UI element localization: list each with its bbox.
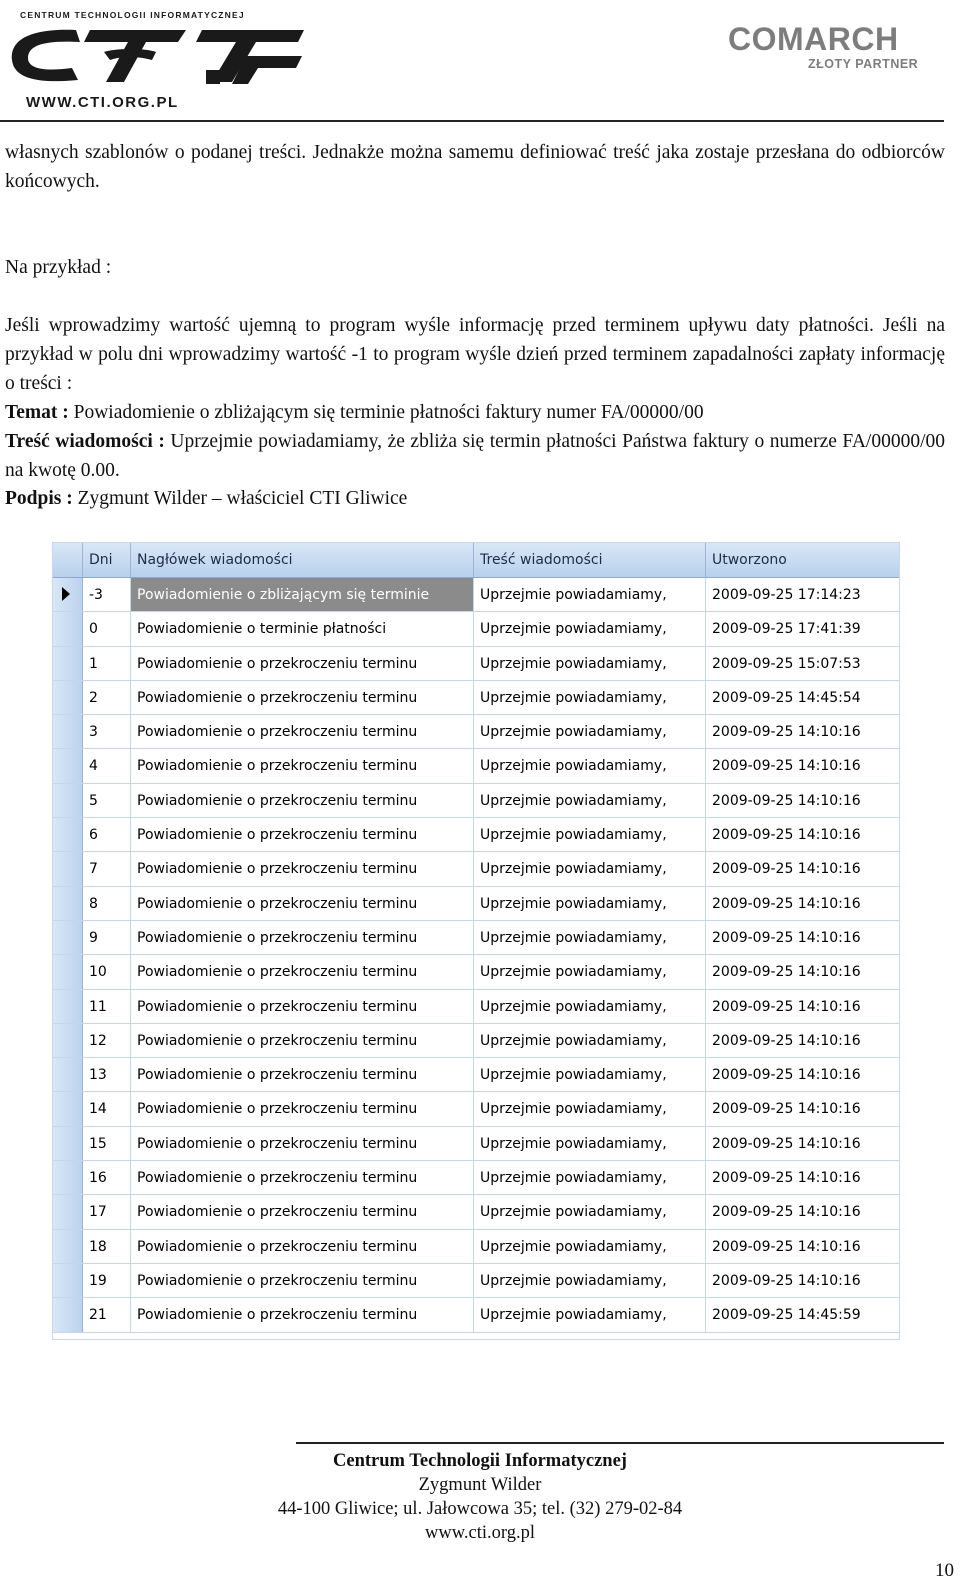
cell-tresc[interactable]: Uprzejmie powiadamiamy, bbox=[474, 1161, 706, 1194]
cell-naglowek[interactable]: Powiadomienie o przekroczeniu terminu bbox=[131, 749, 474, 782]
table-row[interactable] bbox=[53, 749, 899, 783]
table-row[interactable] bbox=[53, 612, 899, 646]
cell-tresc[interactable]: Uprzejmie powiadamiamy, bbox=[474, 1264, 706, 1297]
cell-naglowek[interactable]: Powiadomienie o przekroczeniu terminu bbox=[131, 681, 474, 714]
cti-logo-caption: CENTRUM TECHNOLOGII INFORMATYCZNEJ bbox=[20, 10, 245, 20]
cell-tresc[interactable]: Uprzejmie powiadamiamy, bbox=[474, 818, 706, 851]
table-row[interactable] bbox=[53, 1127, 899, 1161]
cell-utworzono[interactable]: 2009-09-25 14:10:16 bbox=[712, 758, 861, 775]
cell-dni[interactable]: 13 bbox=[83, 1058, 131, 1091]
row-selector[interactable] bbox=[53, 887, 83, 920]
table-row[interactable] bbox=[53, 578, 899, 612]
table-row[interactable] bbox=[53, 818, 899, 852]
cell-naglowek[interactable]: Powiadomienie o przekroczeniu terminu bbox=[131, 1195, 474, 1228]
row-selector[interactable] bbox=[53, 1195, 83, 1228]
row-selector[interactable] bbox=[53, 749, 83, 782]
temat-line bbox=[5, 398, 945, 427]
cell-naglowek[interactable]: Powiadomienie o zbliżającym się terminie bbox=[131, 578, 474, 611]
cell-dni[interactable]: 12 bbox=[83, 1024, 131, 1057]
footer-divider bbox=[296, 1442, 944, 1444]
cell-tresc[interactable]: Uprzejmie powiadamiamy, bbox=[474, 852, 706, 885]
table-row[interactable] bbox=[53, 715, 899, 749]
podpis-value: Zygmunt Wilder – właściciel CTI Gliwice bbox=[72, 488, 408, 509]
cell-tresc[interactable]: Uprzejmie powiadamiamy, bbox=[474, 1230, 706, 1263]
cell-tresc[interactable]: Uprzejmie powiadamiamy, bbox=[474, 1195, 706, 1228]
page-footer bbox=[230, 1449, 730, 1545]
cell-utworzono[interactable]: 2009-09-25 14:10:16 bbox=[712, 1238, 861, 1255]
table-row[interactable] bbox=[53, 955, 899, 989]
cell-utworzono[interactable]: 2009-09-25 14:45:59 bbox=[712, 1307, 861, 1324]
cell-tresc[interactable]: Uprzejmie powiadamiamy, bbox=[474, 1058, 706, 1091]
cell-dni[interactable]: 11 bbox=[83, 990, 131, 1023]
cell-utworzono[interactable]: 2009-09-25 14:10:16 bbox=[712, 861, 861, 878]
footer-person: Zygmunt Wilder bbox=[418, 1475, 542, 1495]
cell-tresc[interactable]: Uprzejmie powiadamiamy, bbox=[474, 1092, 706, 1125]
cell-dni[interactable]: 17 bbox=[83, 1195, 131, 1228]
cell-naglowek[interactable]: Powiadomienie o przekroczeniu terminu bbox=[131, 1127, 474, 1160]
row-selector[interactable] bbox=[53, 784, 83, 817]
row-selector[interactable] bbox=[53, 578, 83, 611]
column-header-tresc[interactable]: Treść wiadomości bbox=[474, 543, 706, 577]
cell-dni[interactable]: 9 bbox=[83, 921, 131, 954]
cell-tresc[interactable]: Uprzejmie powiadamiamy, bbox=[474, 681, 706, 714]
cell-naglowek[interactable]: Powiadomienie o przekroczeniu terminu bbox=[131, 818, 474, 851]
cell-dni[interactable]: 15 bbox=[83, 1127, 131, 1160]
cell-tresc[interactable]: Uprzejmie powiadamiamy, bbox=[474, 1024, 706, 1057]
header-divider bbox=[0, 120, 944, 122]
column-header-naglowek[interactable]: Nagłówek wiadomości bbox=[131, 543, 474, 577]
table-row[interactable] bbox=[53, 1264, 899, 1298]
table-row[interactable] bbox=[53, 784, 899, 818]
cell-utworzono[interactable]: 2009-09-25 14:10:16 bbox=[712, 1101, 861, 1118]
cell-naglowek[interactable]: Powiadomienie o przekroczeniu terminu bbox=[131, 852, 474, 885]
cell-naglowek[interactable]: Powiadomienie o przekroczeniu terminu bbox=[131, 1161, 474, 1194]
cell-dni[interactable]: -3 bbox=[83, 578, 131, 611]
row-selector[interactable] bbox=[53, 1298, 83, 1331]
cell-dni[interactable]: 2 bbox=[83, 681, 131, 714]
tresc-value: Uprzejmie powiadamiamy, że zbliża się termin płatności Państwa faktury o numerze FA/00000/00 na kwotę 0.00. bbox=[5, 431, 945, 481]
table-row[interactable] bbox=[53, 1092, 899, 1126]
cti-logo-mark bbox=[6, 22, 306, 94]
cell-naglowek[interactable]: Powiadomienie o przekroczeniu terminu bbox=[131, 647, 474, 680]
grid-header bbox=[53, 543, 899, 578]
grid-body bbox=[53, 578, 899, 1333]
cell-utworzono[interactable]: 2009-09-25 14:10:16 bbox=[712, 1170, 861, 1187]
cell-naglowek[interactable]: Powiadomienie o przekroczeniu terminu bbox=[131, 784, 474, 817]
row-selector[interactable] bbox=[53, 852, 83, 885]
cell-dni[interactable]: 14 bbox=[83, 1092, 131, 1125]
cell-dni[interactable]: 6 bbox=[83, 818, 131, 851]
row-selector[interactable] bbox=[53, 1058, 83, 1091]
row-selector[interactable] bbox=[53, 990, 83, 1023]
current-row-arrow-icon bbox=[62, 587, 70, 601]
cell-dni[interactable]: 8 bbox=[83, 887, 131, 920]
cell-naglowek[interactable]: Powiadomienie o przekroczeniu terminu bbox=[131, 1058, 474, 1091]
table-row[interactable] bbox=[53, 1058, 899, 1092]
cell-naglowek[interactable]: Powiadomienie o przekroczeniu terminu bbox=[131, 1264, 474, 1297]
cell-tresc[interactable]: Uprzejmie powiadamiamy, bbox=[474, 715, 706, 748]
temat-value: Powiadomienie o zbliżającym się terminie płatności faktury numer FA/00000/00 bbox=[68, 402, 704, 423]
cell-tresc[interactable]: Uprzejmie powiadamiamy, bbox=[474, 612, 706, 645]
cell-utworzono[interactable]: 2009-09-25 14:10:16 bbox=[712, 1272, 861, 1289]
comarch-brand: COMARCH bbox=[728, 21, 899, 57]
cell-utworzono[interactable]: 2009-09-25 14:10:16 bbox=[712, 1067, 861, 1084]
grid-header-selector bbox=[53, 543, 83, 577]
footer-address: 44-100 Gliwice; ul. Jałowcowa 35; tel. (32) 279-02-84 bbox=[277, 1499, 683, 1519]
cell-utworzono[interactable]: 2009-09-25 14:10:16 bbox=[712, 1135, 861, 1152]
cell-dni[interactable]: 0 bbox=[83, 612, 131, 645]
table-row[interactable] bbox=[53, 1161, 899, 1195]
table-row[interactable] bbox=[53, 1195, 899, 1229]
cell-dni[interactable]: 7 bbox=[83, 852, 131, 885]
cell-utworzono[interactable]: 2009-09-25 14:10:16 bbox=[712, 964, 861, 981]
cell-tresc[interactable]: Uprzejmie powiadamiamy, bbox=[474, 1298, 706, 1331]
row-selector[interactable] bbox=[53, 681, 83, 714]
table-row[interactable] bbox=[53, 921, 899, 955]
cell-naglowek[interactable]: Powiadomienie o przekroczeniu terminu bbox=[131, 1230, 474, 1263]
table-row[interactable] bbox=[53, 647, 899, 681]
comarch-logo bbox=[728, 22, 928, 82]
cell-utworzono[interactable]: 2009-09-25 14:10:16 bbox=[712, 792, 861, 809]
paragraph-intro: własnych szablonów o podanej treści. Jednakże można samemu definiować treść jaka zostaje przesłana do odbiorców końcowych. bbox=[5, 142, 945, 192]
tresc-line bbox=[5, 427, 945, 485]
cell-utworzono[interactable]: 2009-09-25 17:41:39 bbox=[712, 621, 861, 638]
cell-dni[interactable]: 3 bbox=[83, 715, 131, 748]
table-row[interactable] bbox=[53, 852, 899, 886]
comarch-partner-label: ZŁOTY PARTNER bbox=[808, 57, 919, 71]
cell-utworzono[interactable]: 2009-09-25 14:10:16 bbox=[712, 724, 861, 741]
cell-dni[interactable]: 10 bbox=[83, 955, 131, 988]
table-row[interactable] bbox=[53, 1024, 899, 1058]
cell-utworzono[interactable]: 2009-09-25 14:10:16 bbox=[712, 827, 861, 844]
podpis-line bbox=[5, 484, 945, 513]
row-selector[interactable] bbox=[53, 921, 83, 954]
cell-tresc[interactable]: Uprzejmie powiadamiamy, bbox=[474, 887, 706, 920]
cell-tresc[interactable]: Uprzejmie powiadamiamy, bbox=[474, 647, 706, 680]
page-header bbox=[0, 0, 960, 122]
cell-dni[interactable]: 4 bbox=[83, 749, 131, 782]
row-selector[interactable] bbox=[53, 1264, 83, 1297]
cell-dni[interactable]: 19 bbox=[83, 1264, 131, 1297]
cell-tresc[interactable]: Uprzejmie powiadamiamy, bbox=[474, 784, 706, 817]
cell-naglowek[interactable]: Powiadomienie o przekroczeniu terminu bbox=[131, 921, 474, 954]
footer-org: Centrum Technologii Informatycznej bbox=[333, 1451, 627, 1471]
cell-tresc[interactable]: Uprzejmie powiadamiamy, bbox=[474, 955, 706, 988]
row-selector[interactable] bbox=[53, 1024, 83, 1057]
footer-www: www.cti.org.pl bbox=[425, 1523, 535, 1543]
row-selector[interactable] bbox=[53, 1127, 83, 1160]
cell-dni[interactable]: 5 bbox=[83, 784, 131, 817]
cell-naglowek[interactable]: Powiadomienie o przekroczeniu terminu bbox=[131, 1024, 474, 1057]
cell-tresc[interactable]: Uprzejmie powiadamiamy, bbox=[474, 749, 706, 782]
cell-utworzono[interactable]: 2009-09-25 14:45:54 bbox=[712, 689, 861, 706]
row-selector[interactable] bbox=[53, 1092, 83, 1125]
cell-tresc[interactable]: Uprzejmie powiadamiamy, bbox=[474, 1127, 706, 1160]
row-selector[interactable] bbox=[53, 1161, 83, 1194]
cell-utworzono[interactable]: 2009-09-25 14:10:16 bbox=[712, 929, 861, 946]
row-selector[interactable] bbox=[53, 715, 83, 748]
column-header-dni[interactable]: Dni bbox=[83, 543, 131, 577]
cell-utworzono[interactable]: 2009-09-25 14:10:16 bbox=[712, 998, 861, 1015]
cell-utworzono[interactable]: 2009-09-25 14:10:16 bbox=[712, 1204, 861, 1221]
podpis-label: Podpis : bbox=[5, 488, 73, 509]
table-row[interactable] bbox=[53, 681, 899, 715]
cti-logo-url: WWW.CTI.ORG.PL bbox=[26, 94, 179, 111]
cell-naglowek[interactable]: Powiadomienie o przekroczeniu terminu bbox=[131, 955, 474, 988]
messages-grid bbox=[52, 542, 900, 1340]
paragraph-example: Jeśli wprowadzimy wartość ujemną to program wyśle informację przed terminem upływu daty płatności. Jeśli na przykład w polu dni wprowadzimy wartość -1 to program wyśle dzień przed terminem zapadalności zapłaty informację o treści : bbox=[5, 315, 945, 394]
cell-naglowek[interactable]: Powiadomienie o przekroczeniu terminu bbox=[131, 990, 474, 1023]
cell-dni[interactable]: 21 bbox=[83, 1298, 131, 1331]
row-selector[interactable] bbox=[53, 612, 83, 645]
cell-tresc[interactable]: Uprzejmie powiadamiamy, bbox=[474, 990, 706, 1023]
cell-dni[interactable]: 18 bbox=[83, 1230, 131, 1263]
cell-utworzono[interactable]: 2009-09-25 15:07:53 bbox=[712, 655, 861, 672]
cell-utworzono[interactable]: 2009-09-25 17:14:23 bbox=[712, 587, 861, 603]
table-row[interactable] bbox=[53, 1230, 899, 1264]
cell-naglowek[interactable]: Powiadomienie o przekroczeniu terminu bbox=[131, 1092, 474, 1125]
row-selector[interactable] bbox=[53, 955, 83, 988]
tresc-label: Treść wiadomości : bbox=[5, 431, 165, 452]
cell-utworzono[interactable]: 2009-09-25 14:10:16 bbox=[712, 1032, 861, 1049]
example-label: Na przykład : bbox=[5, 257, 112, 278]
table-row[interactable] bbox=[53, 990, 899, 1024]
cell-naglowek[interactable]: Powiadomienie o przekroczeniu terminu bbox=[131, 887, 474, 920]
table-row[interactable] bbox=[53, 887, 899, 921]
table-row[interactable] bbox=[53, 1298, 899, 1332]
row-selector[interactable] bbox=[53, 818, 83, 851]
row-selector[interactable] bbox=[53, 1230, 83, 1263]
column-header-utworzono[interactable]: Utworzono bbox=[712, 552, 787, 568]
page-number: 10 bbox=[935, 1560, 954, 1581]
cti-logo bbox=[6, 6, 326, 114]
cell-tresc[interactable]: Uprzejmie powiadamiamy, bbox=[474, 578, 706, 611]
cell-naglowek[interactable]: Powiadomienie o przekroczeniu terminu bbox=[131, 1298, 474, 1331]
cell-dni[interactable]: 16 bbox=[83, 1161, 131, 1194]
cell-dni[interactable]: 1 bbox=[83, 647, 131, 680]
cell-naglowek[interactable]: Powiadomienie o przekroczeniu terminu bbox=[131, 715, 474, 748]
row-selector[interactable] bbox=[53, 647, 83, 680]
temat-label: Temat : bbox=[5, 402, 69, 423]
cell-naglowek[interactable]: Powiadomienie o terminie płatności bbox=[131, 612, 474, 645]
cell-tresc[interactable]: Uprzejmie powiadamiamy, bbox=[474, 921, 706, 954]
cell-utworzono[interactable]: 2009-09-25 14:10:16 bbox=[712, 895, 861, 912]
